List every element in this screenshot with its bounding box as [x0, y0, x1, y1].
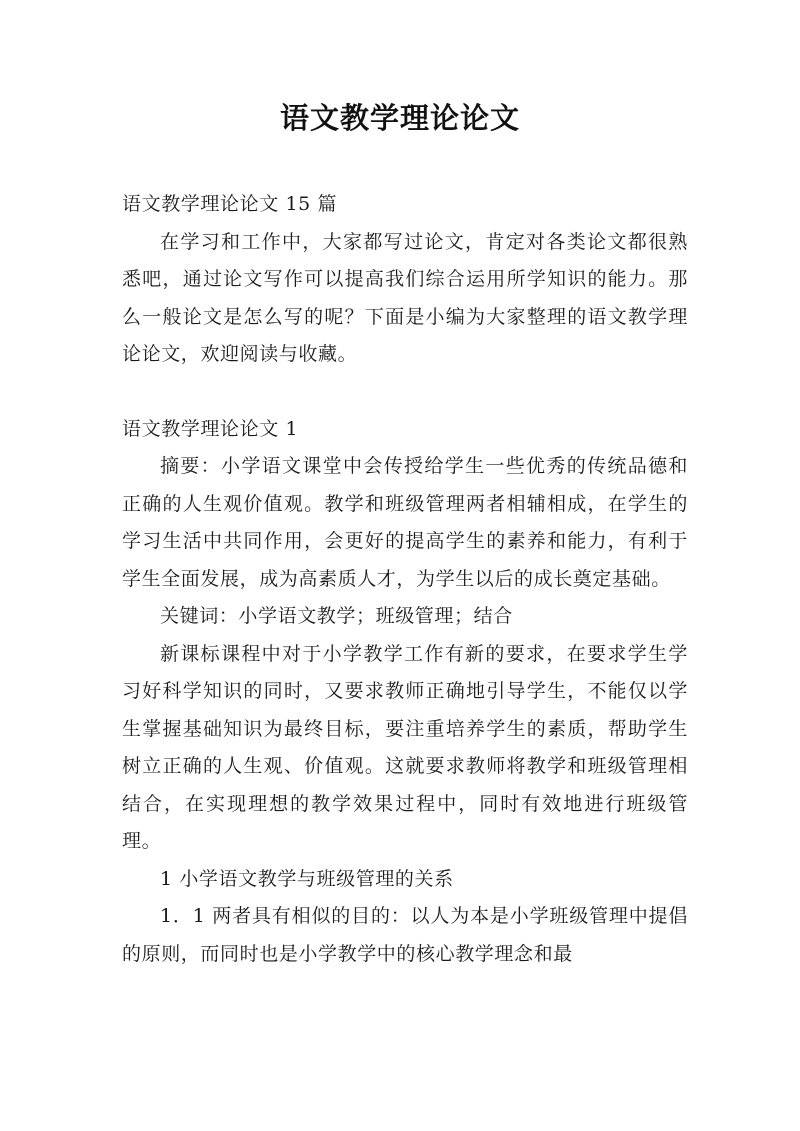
article-1-keywords: 关键词：小学语文教学；班级管理；结合: [160, 605, 513, 627]
article-1-body-paragraph: 新课标课程中对于小学教学工作有新的要求，在要求学生学习好科学知识的同时，又要求教师正确地引导学生，不能仅以学生掌握基础知识为最终目标，要注重培养学生的素质，帮助学生树立正确的人生观、价值观。这就要求教师将教学和班级管理相结合，在实现理想的教学效果过程中，同时有效地进行班级管理。: [122, 642, 688, 852]
article-1-heading: 语文教学理论论文 1: [122, 417, 299, 440]
intro-paragraph: 在学习和工作中，大家都写过论文，肯定对各类论文都很熟悉吧，通过论文写作可以提高我们综合运用所学知识的能力。那么一般论文是怎么写的呢？下面是小编为大家整理的语文教学理论论文，欢迎阅读与收藏。: [122, 230, 688, 365]
section-1-1-paragraph: 1．1 两者具有相似的目的：以人为本是小学班级管理中提倡的原则，而同时也是小学教学中的核心教学理念和最: [122, 905, 688, 965]
section-1-heading: 1 小学语文教学与班级管理的关系: [160, 867, 454, 890]
document-title: 语文教学理论论文: [279, 101, 520, 135]
document-body: [122, 186, 688, 973]
article-1-abstract: 摘要：小学语文课堂中会传授给学生一些优秀的传统品德和正确的人生观价值观。教学和班级管理两者相辅相成，在学生的学习生活中共同作用，会更好的提高学生的素养和能力，有利于学生全面发展，成为高素质人才，为学生以后的成长奠定基础。: [122, 455, 688, 590]
paragraph-gap: [122, 374, 688, 411]
intro-heading: 语文教学理论论文 15 篇: [122, 193, 338, 215]
